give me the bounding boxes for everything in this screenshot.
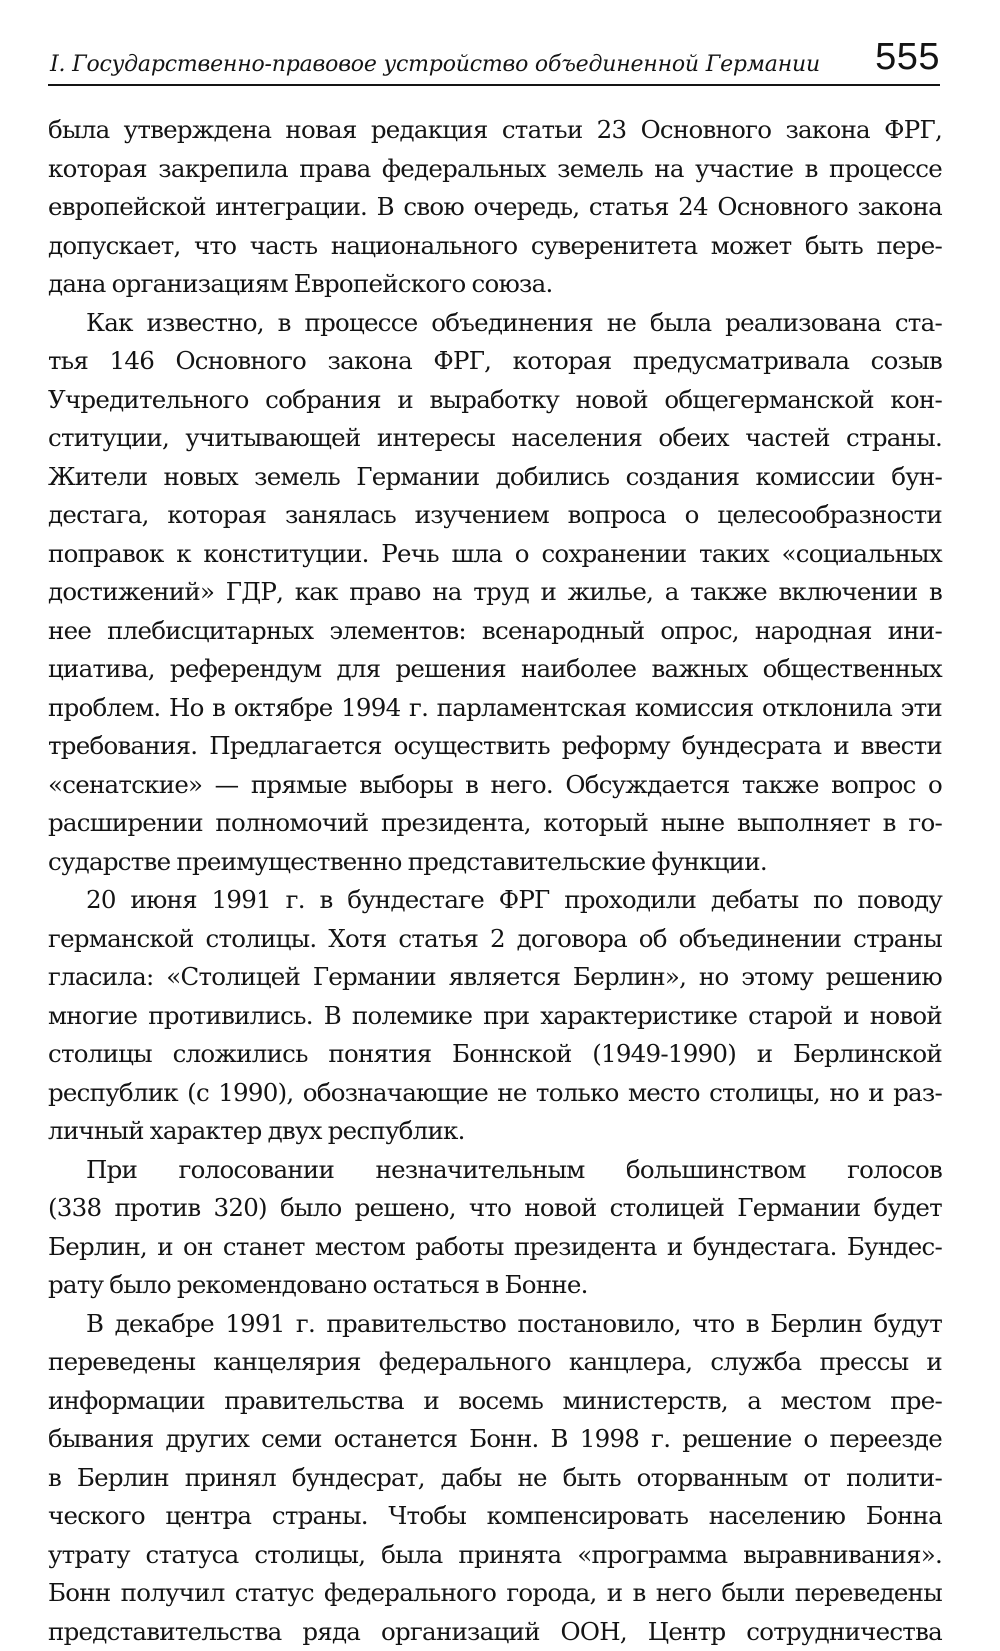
text-line: В декабре 1991 г. правительство постановило, что в Берлин будут bbox=[48, 1305, 942, 1344]
body-text bbox=[48, 111, 942, 1651]
page-number: 555 bbox=[875, 36, 940, 79]
text-line: Берлин, и он станет местом работы президента и бундестага. Бундес- bbox=[48, 1228, 942, 1267]
text-line: ческого центра страны. Чтобы компенсировать населению Бонна bbox=[48, 1497, 942, 1536]
paragraph bbox=[48, 111, 942, 304]
text-line: дана организациям Европейского союза. bbox=[48, 265, 942, 304]
running-header bbox=[50, 36, 940, 82]
text-line: утрату статуса столицы, была принята «программа выравнивания». bbox=[48, 1536, 942, 1575]
text-line: которая закрепила права федеральных земель на участие в процессе bbox=[48, 150, 942, 189]
text-line: поправок к конституции. Речь шла о сохранении таких «социальных bbox=[48, 535, 942, 574]
text-line: в Берлин принял бундесрат, дабы не быть оторванным от полити- bbox=[48, 1459, 942, 1498]
text-line: нее плебисцитарных элементов: всенародный опрос, народная ини- bbox=[48, 612, 942, 651]
text-line: рату было рекомендовано остаться в Бонне. bbox=[48, 1266, 942, 1305]
text-line: информации правительства и восемь министерств, а местом пре- bbox=[48, 1382, 942, 1421]
text-line: германской столицы. Хотя статья 2 договора об объединении страны bbox=[48, 920, 942, 959]
paragraph bbox=[48, 881, 942, 1151]
text-line: проблем. Но в октябре 1994 г. парламентская комиссия отклонила эти bbox=[48, 689, 942, 728]
text-line: дестага, которая занялась изучением вопроса о целесообразности bbox=[48, 496, 942, 535]
text-line: бывания других семи останется Бонн. В 1998 г. решение о переезде bbox=[48, 1420, 942, 1459]
text-line: представительства ряда организаций ООН, Центр сотрудничества bbox=[48, 1613, 942, 1651]
paragraph bbox=[48, 304, 942, 882]
header-rule bbox=[48, 84, 940, 86]
text-line: переведены канцелярия федерального канцлера, служба прессы и bbox=[48, 1343, 942, 1382]
text-line: достижений» ГДР, как право на труд и жилье, а также включении в bbox=[48, 573, 942, 612]
text-line: сударстве преимущественно представительские функции. bbox=[48, 843, 942, 882]
paragraph bbox=[48, 1305, 942, 1651]
text-line: расширении полномочий президента, который ныне выполняет в го- bbox=[48, 804, 942, 843]
text-line: 20 июня 1991 г. в бундестаге ФРГ проходили дебаты по поводу bbox=[48, 881, 942, 920]
text-line: ституции, учитывающей интересы населения обеих частей страны. bbox=[48, 419, 942, 458]
text-line: европейской интеграции. В свою очередь, статья 24 Основного закона bbox=[48, 188, 942, 227]
text-line: Учредительного собрания и выработку новой общегерманской кон- bbox=[48, 381, 942, 420]
text-line: требования. Предлагается осуществить реформу бундесрата и ввести bbox=[48, 727, 942, 766]
text-line: гласила: «Столицей Германии является Берлин», но этому решению bbox=[48, 958, 942, 997]
text-line: При голосовании незначительным большинством голосов bbox=[48, 1151, 942, 1190]
text-line: Жители новых земель Германии добились создания комиссии бун- bbox=[48, 458, 942, 497]
paragraph bbox=[48, 1151, 942, 1305]
text-line: (338 против 320) было решено, что новой столицей Германии будет bbox=[48, 1189, 942, 1228]
text-line: личный характер двух республик. bbox=[48, 1112, 942, 1151]
text-line: циатива, референдум для решения наиболее важных общественных bbox=[48, 650, 942, 689]
text-line: многие противились. В полемике при характеристике старой и новой bbox=[48, 997, 942, 1036]
text-line: республик (с 1990), обозначающие не только место столицы, но и раз- bbox=[48, 1074, 942, 1113]
text-line: была утверждена новая редакция статьи 23 Основного закона ФРГ, bbox=[48, 111, 942, 150]
text-line: тья 146 Основного закона ФРГ, которая предусматривала созыв bbox=[48, 342, 942, 381]
text-line: Как известно, в процессе объединения не была реализована ста- bbox=[48, 304, 942, 343]
text-line: Бонн получил статус федерального города, и в него были переведены bbox=[48, 1574, 942, 1613]
text-line: допускает, что часть национального суверенитета может быть пере- bbox=[48, 227, 942, 266]
text-line: «сенатские» — прямые выборы в него. Обсуждается также вопрос о bbox=[48, 766, 942, 805]
running-header-title: I. Государственно-правовое устройство объединенной Германии bbox=[50, 52, 820, 77]
text-line: столицы сложились понятия Боннской (1949-1990) и Берлинской bbox=[48, 1035, 942, 1074]
